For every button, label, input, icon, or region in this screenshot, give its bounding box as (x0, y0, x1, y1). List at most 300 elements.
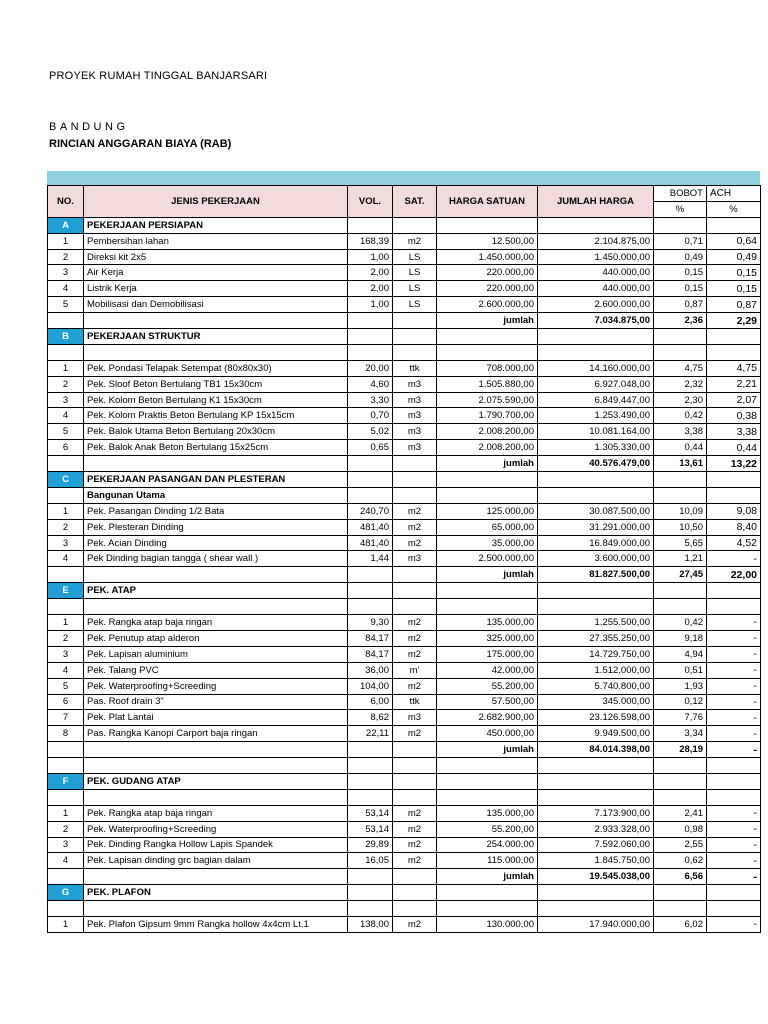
table-row-item (48, 551, 761, 567)
empty-cell (393, 742, 437, 758)
empty-cell (393, 313, 437, 329)
empty-cell (48, 456, 84, 472)
table-row-section (48, 217, 761, 233)
table-row-section (48, 472, 761, 488)
item-vol: 481,40 (348, 519, 393, 535)
table-row-item (48, 678, 761, 694)
total-ach: 2,29 (707, 313, 761, 329)
table-row-item (48, 281, 761, 297)
item-bobot: 0,87 (654, 297, 707, 313)
item-jumlah: 16.849.000,00 (538, 535, 654, 551)
item-vol: 1,00 (348, 249, 393, 265)
table-row-item (48, 249, 761, 265)
item-no: 3 (48, 535, 84, 551)
table-row-subsection (48, 487, 761, 503)
empty-cell (348, 583, 393, 599)
empty-cell (348, 885, 393, 901)
item-ach: 2,07 (707, 392, 761, 408)
item-sat: ttk (393, 694, 437, 710)
item-sat: m2 (393, 519, 437, 535)
item-jumlah: 440.000,00 (538, 281, 654, 297)
item-jumlah: 30.087.500,00 (538, 503, 654, 519)
item-jumlah: 27.355.250,00 (538, 630, 654, 646)
empty-cell (48, 742, 84, 758)
item-vol: 168,39 (348, 233, 393, 249)
table-row-total (48, 567, 761, 583)
item-harga: 2.682.900,00 (437, 710, 538, 726)
empty-cell (707, 487, 761, 503)
item-vol: 0,70 (348, 408, 393, 424)
total-bobot: 6,56 (654, 869, 707, 885)
total-bobot: 27,45 (654, 567, 707, 583)
item-vol: 53,14 (348, 821, 393, 837)
item-bobot: 3,34 (654, 726, 707, 742)
total-jumlah: 19.545.038,00 (538, 869, 654, 885)
item-jumlah: 1.450.000,00 (538, 249, 654, 265)
item-vol: 6,00 (348, 694, 393, 710)
empty-cell (538, 217, 654, 233)
item-no: 2 (48, 376, 84, 392)
item-no: 5 (48, 297, 84, 313)
item-sat: m2 (393, 535, 437, 551)
empty-cell (48, 789, 84, 805)
empty-cell (348, 901, 393, 917)
item-sat: m3 (393, 710, 437, 726)
item-jumlah: 440.000,00 (538, 265, 654, 281)
item-ach: - (707, 694, 761, 710)
item-sat: m2 (393, 916, 437, 932)
item-sat: m3 (393, 392, 437, 408)
empty-cell (707, 217, 761, 233)
empty-cell (348, 758, 393, 774)
section-code: E (48, 583, 84, 599)
item-ach: - (707, 710, 761, 726)
table-row-blank (48, 901, 761, 917)
table-row-total (48, 869, 761, 885)
item-harga: 175.000,00 (437, 646, 538, 662)
item-name: Pembersihan lahan (84, 233, 348, 249)
empty-cell (84, 313, 348, 329)
empty-cell (654, 758, 707, 774)
item-vol: 4,60 (348, 376, 393, 392)
item-bobot: 9,18 (654, 630, 707, 646)
item-sat: ttk (393, 360, 437, 376)
item-vol: 29,89 (348, 837, 393, 853)
empty-cell (393, 789, 437, 805)
item-bobot: 10,50 (654, 519, 707, 535)
item-bobot: 0,44 (654, 440, 707, 456)
item-vol: 481,40 (348, 535, 393, 551)
empty-cell (437, 472, 538, 488)
item-ach: - (707, 726, 761, 742)
item-name: Pek. Kolom Beton Bertulang K1 15x30cm (84, 392, 348, 408)
empty-cell (348, 217, 393, 233)
item-ach: 4,75 (707, 360, 761, 376)
empty-cell (538, 487, 654, 503)
item-bobot: 4,94 (654, 646, 707, 662)
total-label: jumlah (437, 313, 538, 329)
item-ach: - (707, 805, 761, 821)
item-harga: 220.000,00 (437, 281, 538, 297)
item-ach: 0,38 (707, 408, 761, 424)
item-no: 6 (48, 440, 84, 456)
item-harga: 2.075.590,00 (437, 392, 538, 408)
empty-cell (437, 344, 538, 360)
item-jumlah: 9.949.500,00 (538, 726, 654, 742)
item-jumlah: 1.512.000,00 (538, 662, 654, 678)
item-vol: 53,14 (348, 805, 393, 821)
item-sat: m3 (393, 424, 437, 440)
item-vol: 5,02 (348, 424, 393, 440)
item-no: 3 (48, 392, 84, 408)
item-sat: LS (393, 249, 437, 265)
table-row-section (48, 329, 761, 345)
total-bobot: 28,19 (654, 742, 707, 758)
empty-cell (393, 217, 437, 233)
empty-cell (538, 789, 654, 805)
empty-cell (538, 885, 654, 901)
item-vol: 36,00 (348, 662, 393, 678)
table-row-item (48, 440, 761, 456)
total-ach: 22,00 (707, 567, 761, 583)
item-ach: 0,64 (707, 233, 761, 249)
col-header-bobot: BOBOT (654, 186, 707, 202)
empty-cell (48, 313, 84, 329)
item-harga: 2.008.200,00 (437, 440, 538, 456)
table-row-item (48, 535, 761, 551)
item-ach: - (707, 916, 761, 932)
item-no: 2 (48, 630, 84, 646)
empty-cell (707, 789, 761, 805)
empty-cell (538, 758, 654, 774)
table-row-item (48, 233, 761, 249)
item-bobot: 1,21 (654, 551, 707, 567)
item-no: 4 (48, 408, 84, 424)
empty-cell (437, 758, 538, 774)
table-row-item (48, 615, 761, 631)
item-harga: 135.000,00 (437, 805, 538, 821)
item-name: Pek. Waterproofing+Screeding (84, 678, 348, 694)
table-row-item (48, 853, 761, 869)
item-sat: m2 (393, 821, 437, 837)
empty-cell (654, 885, 707, 901)
total-jumlah: 40.576.479,00 (538, 456, 654, 472)
table-row-blank (48, 344, 761, 360)
item-harga: 12.500,00 (437, 233, 538, 249)
empty-cell (84, 758, 348, 774)
empty-cell (48, 901, 84, 917)
item-sat: LS (393, 265, 437, 281)
empty-cell (393, 567, 437, 583)
table-row-item (48, 821, 761, 837)
empty-cell (348, 472, 393, 488)
item-jumlah: 23.126.598,00 (538, 710, 654, 726)
item-jumlah: 17.940.000,00 (538, 916, 654, 932)
item-jumlah: 2.104.875,00 (538, 233, 654, 249)
subsection-name: Bangunan Utama (84, 487, 348, 503)
section-name: PEK. PLAFON (84, 885, 348, 901)
item-jumlah: 1.305.330,00 (538, 440, 654, 456)
item-harga: 2.600.000,00 (437, 297, 538, 313)
item-name: Pek. Acian Dinding (84, 535, 348, 551)
project-title: PROYEK RUMAH TINGGAL BANJARSARI (49, 70, 268, 82)
empty-cell (84, 456, 348, 472)
item-vol: 9,30 (348, 615, 393, 631)
item-name: Pas. Roof drain 3" (84, 694, 348, 710)
table-row-item (48, 630, 761, 646)
empty-cell (654, 789, 707, 805)
empty-cell (84, 869, 348, 885)
item-name: Pek. Sloof Beton Bertulang TB1 15x30cm (84, 376, 348, 392)
item-no: 4 (48, 662, 84, 678)
item-sat: m2 (393, 646, 437, 662)
total-bobot: 13,61 (654, 456, 707, 472)
table-row-item (48, 519, 761, 535)
item-ach: 2,21 (707, 376, 761, 392)
section-name: PEKERJAAN PASANGAN DAN PLESTERAN (84, 472, 348, 488)
item-jumlah: 14.160.000,00 (538, 360, 654, 376)
item-jumlah: 6.849.447,00 (538, 392, 654, 408)
item-ach: 0,44 (707, 440, 761, 456)
empty-cell (348, 599, 393, 615)
table-row-item (48, 662, 761, 678)
item-harga: 135.000,00 (437, 615, 538, 631)
table-row-item (48, 694, 761, 710)
item-vol: 0,65 (348, 440, 393, 456)
item-vol: 84,17 (348, 646, 393, 662)
item-harga: 125.000,00 (437, 503, 538, 519)
item-jumlah: 31.291.000,00 (538, 519, 654, 535)
empty-cell (437, 599, 538, 615)
empty-cell (393, 758, 437, 774)
section-code: F (48, 773, 84, 789)
empty-cell (84, 599, 348, 615)
item-ach: 0,15 (707, 281, 761, 297)
total-jumlah: 84.014.398,00 (538, 742, 654, 758)
item-no: 2 (48, 249, 84, 265)
item-bobot: 2,41 (654, 805, 707, 821)
item-name: Direksi kit 2x5 (84, 249, 348, 265)
empty-cell (48, 487, 84, 503)
item-no: 5 (48, 678, 84, 694)
col-header-ach: ACH (707, 186, 761, 202)
section-name: PEK. GUDANG ATAP (84, 773, 348, 789)
empty-cell (393, 329, 437, 345)
item-vol: 2,00 (348, 265, 393, 281)
item-harga: 325.000,00 (437, 630, 538, 646)
item-no: 1 (48, 916, 84, 932)
item-harga: 1.790.700,00 (437, 408, 538, 424)
item-sat: m3 (393, 551, 437, 567)
item-name: Pek. Waterproofing+Screeding (84, 821, 348, 837)
item-sat: m2 (393, 503, 437, 519)
item-no: 3 (48, 646, 84, 662)
item-vol: 1,00 (348, 297, 393, 313)
item-name: Pek. Plat Lantai (84, 710, 348, 726)
empty-cell (707, 329, 761, 345)
item-vol: 16,05 (348, 853, 393, 869)
item-bobot: 7,76 (654, 710, 707, 726)
city-label: BANDUNG (49, 121, 129, 133)
total-ach: - (707, 742, 761, 758)
item-jumlah: 2.600.000,00 (538, 297, 654, 313)
table-row-blank (48, 789, 761, 805)
item-jumlah: 1.255.500,00 (538, 615, 654, 631)
empty-cell (654, 472, 707, 488)
table-row-item (48, 503, 761, 519)
empty-cell (707, 344, 761, 360)
item-sat: LS (393, 297, 437, 313)
item-ach: 0,15 (707, 265, 761, 281)
item-name: Pek. Rangka atap baja ringan (84, 615, 348, 631)
table-row-item (48, 424, 761, 440)
item-name: Pek Dinding bagian tangga ( shear wall ) (84, 551, 348, 567)
item-sat: m2 (393, 853, 437, 869)
total-ach: 13,22 (707, 456, 761, 472)
empty-cell (348, 344, 393, 360)
empty-cell (538, 773, 654, 789)
item-sat: m3 (393, 376, 437, 392)
item-vol: 8,62 (348, 710, 393, 726)
item-ach: - (707, 662, 761, 678)
empty-cell (393, 599, 437, 615)
item-sat: m' (393, 662, 437, 678)
item-bobot: 2,32 (654, 376, 707, 392)
total-jumlah: 81.827.500,00 (538, 567, 654, 583)
item-vol: 3,30 (348, 392, 393, 408)
item-bobot: 0,42 (654, 615, 707, 631)
section-code: C (48, 472, 84, 488)
item-bobot: 3,38 (654, 424, 707, 440)
item-no: 4 (48, 853, 84, 869)
item-bobot: 0,49 (654, 249, 707, 265)
table-row-item (48, 916, 761, 932)
item-sat: m2 (393, 805, 437, 821)
item-bobot: 0,42 (654, 408, 707, 424)
item-bobot: 2,30 (654, 392, 707, 408)
item-jumlah: 2.933.328,00 (538, 821, 654, 837)
item-bobot: 2,55 (654, 837, 707, 853)
table-row-section (48, 773, 761, 789)
item-name: Air Kerja (84, 265, 348, 281)
item-name: Pek. Kolom Praktis Beton Bertulang KP 15x15cm (84, 408, 348, 424)
empty-cell (348, 567, 393, 583)
item-ach: 0,49 (707, 249, 761, 265)
item-bobot: 0,62 (654, 853, 707, 869)
item-sat: m2 (393, 837, 437, 853)
item-no: 6 (48, 694, 84, 710)
item-jumlah: 3.600.000,00 (538, 551, 654, 567)
header-color-bar (47, 171, 760, 185)
empty-cell (348, 313, 393, 329)
item-sat: m2 (393, 233, 437, 249)
item-sat: LS (393, 281, 437, 297)
empty-cell (437, 885, 538, 901)
empty-cell (437, 583, 538, 599)
table-row-item (48, 360, 761, 376)
item-name: Pek. Balok Utama Beton Bertulang 20x30cm (84, 424, 348, 440)
table-row-section (48, 583, 761, 599)
table-row-item (48, 265, 761, 281)
empty-cell (437, 773, 538, 789)
item-ach: - (707, 630, 761, 646)
item-harga: 254.000,00 (437, 837, 538, 853)
item-name: Pek. Pondasi Telapak Setempat (80x80x30) (84, 360, 348, 376)
item-jumlah: 6.927.048,00 (538, 376, 654, 392)
item-jumlah: 7.592.060,00 (538, 837, 654, 853)
empty-cell (654, 583, 707, 599)
item-harga: 2.008.200,00 (437, 424, 538, 440)
item-no: 7 (48, 710, 84, 726)
empty-cell (654, 599, 707, 615)
item-no: 5 (48, 424, 84, 440)
item-jumlah: 7.173.900,00 (538, 805, 654, 821)
item-harga: 115.000,00 (437, 853, 538, 869)
table-row-item (48, 646, 761, 662)
item-name: Listrik Kerja (84, 281, 348, 297)
empty-cell (348, 773, 393, 789)
item-no: 1 (48, 360, 84, 376)
empty-cell (393, 487, 437, 503)
empty-cell (538, 583, 654, 599)
item-harga: 55.200,00 (437, 678, 538, 694)
item-name: Pek. Dinding Rangka Hollow Lapis Spandek (84, 837, 348, 853)
item-bobot: 0,15 (654, 281, 707, 297)
item-bobot: 10,09 (654, 503, 707, 519)
col-header-harga: HARGA SATUAN (437, 186, 538, 218)
empty-cell (84, 344, 348, 360)
item-name: Pek. Lapisan dinding grc bagian dalam (84, 853, 348, 869)
item-ach: - (707, 678, 761, 694)
empty-cell (437, 329, 538, 345)
item-bobot: 0,98 (654, 821, 707, 837)
document-subtitle: RINCIAN ANGGARAN BIAYA (RAB) (49, 138, 232, 150)
section-name: PEKERJAAN PERSIAPAN (84, 217, 348, 233)
item-no: 4 (48, 281, 84, 297)
item-no: 2 (48, 519, 84, 535)
table-row-item (48, 392, 761, 408)
empty-cell (707, 773, 761, 789)
item-bobot: 0,71 (654, 233, 707, 249)
table-row-total (48, 313, 761, 329)
item-bobot: 0,15 (654, 265, 707, 281)
item-sat: m3 (393, 408, 437, 424)
item-sat: m2 (393, 630, 437, 646)
item-harga: 130.000,00 (437, 916, 538, 932)
empty-cell (48, 869, 84, 885)
empty-cell (538, 472, 654, 488)
empty-cell (654, 217, 707, 233)
item-ach: - (707, 615, 761, 631)
empty-cell (654, 487, 707, 503)
item-jumlah: 14.729.750,00 (538, 646, 654, 662)
empty-cell (707, 885, 761, 901)
col-header-jenis: JENIS PEKERJAAN (84, 186, 348, 218)
item-bobot: 6,02 (654, 916, 707, 932)
item-harga: 42.000,00 (437, 662, 538, 678)
item-bobot: 1,93 (654, 678, 707, 694)
item-ach: - (707, 646, 761, 662)
col-header-ach-pct: % (707, 201, 761, 217)
item-ach: 8,40 (707, 519, 761, 535)
empty-cell (437, 217, 538, 233)
empty-cell (84, 742, 348, 758)
section-code: G (48, 885, 84, 901)
item-name: Pek. Rangka atap baja ringan (84, 805, 348, 821)
item-ach: 0,87 (707, 297, 761, 313)
item-no: 4 (48, 551, 84, 567)
item-harga: 55.200,00 (437, 821, 538, 837)
